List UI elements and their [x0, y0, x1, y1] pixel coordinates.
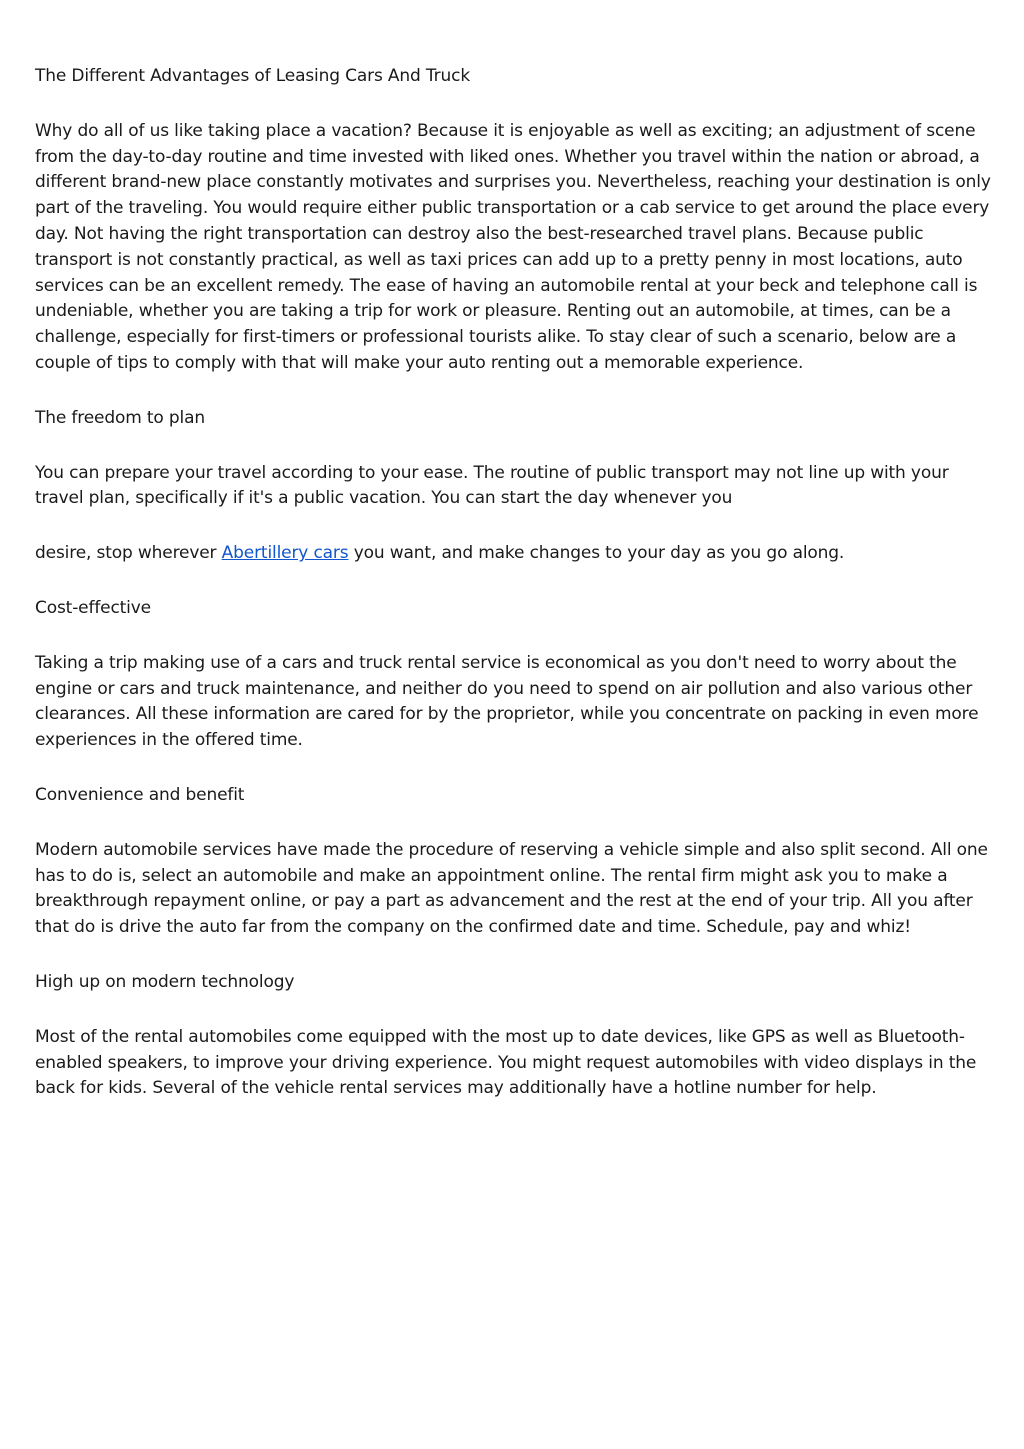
abertillery-cars-link[interactable]: Abertillery cars — [221, 543, 349, 564]
section-heading-convenience: Convenience and benefit — [35, 784, 245, 805]
section-heading-technology: High up on modern technology — [35, 971, 295, 992]
continuation-text-after: you want, and make changes to your day as you go along. — [348, 543, 845, 564]
section-heading-freedom: The freedom to plan — [35, 407, 206, 428]
section-heading-cost: Cost-effective — [35, 597, 151, 618]
section-body-freedom: You can prepare your travel according to your ease. The routine of public transport may not line up with your travel plan, specifically if it's a public vacation. You can start the day whenever you — [35, 462, 949, 509]
section-body-technology: Most of the rental automobiles come equipped with the most up to date devices, like GPS as well as Bluetooth-enabled speakers, to improve your driving experience. You might request automobiles with video displays in the back for kids. Several of the vehicle rental services may additionally have a hotline number for help. — [35, 1026, 977, 1099]
document-title: The Different Advantages of Leasing Cars And Truck — [35, 66, 471, 86]
section-body-convenience: Modern automobile services have made the procedure of reserving a vehicle simple and also split second. All one has to do is, select an automobile and make an appointment online. The rental firm might ask you to make a breakthrough repayment online, or pay a part as advancement and the rest at the end of your trip. All you after that do is drive the auto far from the company on the confirmed date and time. Schedule, pay and whiz! — [35, 839, 988, 938]
section-body-cost: Taking a trip making use of a cars and truck rental service is economical as you don't need to worry about the engine or cars and truck maintenance, and neither do you need to spend on air pollution and also various other clearances. All these information are cared for by the proprietor, while you concentrate on packing in even more experiences in the offered time. — [35, 652, 979, 751]
section-continuation-freedom — [35, 541, 991, 567]
continuation-text-before: desire, stop wherever — [35, 543, 222, 564]
intro-paragraph: Why do all of us like taking place a vacation? Because it is enjoyable as well as exciting; an adjustment of scene from the day-to-day routine and time invested with liked ones. Whether you travel within the nation or abroad, a different brand-new place constantly motivates and surprises you. Nevertheless, reaching your destination is only part of the traveling. You would require either public transportation or a cab service to get around the place every day. Not having the right transportation can destroy also the best-researched travel plans. Because public transport is not constantly practical, as well as taxi prices can add up to a pretty penny in most locations, auto services can be an excellent remedy. The ease of having an automobile rental at your beck and telephone call is undeniable, whether you are taking a trip for work or pleasure. Renting out an automobile, at times, can be a challenge, especially for first-timers or professional tourists alike. To stay clear of such a scenario, below are a couple of tips to comply with that will make your auto renting out a memorable experience. — [35, 120, 991, 373]
document-page — [35, 64, 991, 1131]
